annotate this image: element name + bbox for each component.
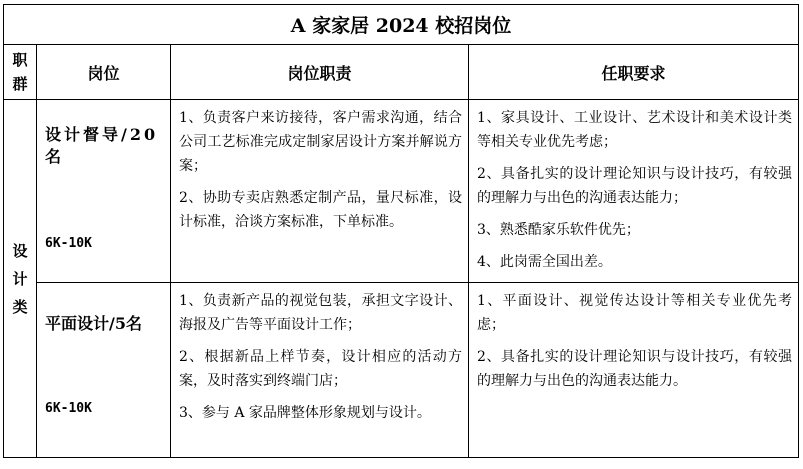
duty-item: 1、负责客户来访接待，客户需求沟通，结合公司工艺标准完成定制家居设计方案并解说方案； bbox=[179, 110, 462, 174]
group-name: 设计类 bbox=[12, 241, 28, 316]
position-salary: 6K-10K bbox=[45, 236, 92, 251]
header-row bbox=[4, 45, 799, 100]
position-name: 平面设计/5名 bbox=[45, 314, 142, 333]
requirements-cell bbox=[469, 100, 799, 283]
requirement-item: 1、家具设计、工业设计、艺术设计和美术设计类等相关专业优先考虑； bbox=[477, 110, 793, 150]
table-title: A 家家居 2024 校招岗位 bbox=[4, 5, 799, 45]
duties-cell bbox=[171, 283, 469, 458]
position-cell bbox=[37, 283, 171, 458]
header-group-label: 职群 bbox=[12, 51, 28, 93]
requirement-item: 2、具备扎实的设计理论知识与设计技巧，有较强的理解力与出色的沟通表达能力； bbox=[477, 166, 793, 206]
duties-cell bbox=[171, 100, 469, 283]
header-position: 岗位 bbox=[37, 45, 171, 100]
job-table-document bbox=[3, 4, 798, 464]
duty-item: 3、参与 A 家品牌整体形象规划与设计。 bbox=[179, 405, 431, 421]
header-requirements: 任职要求 bbox=[469, 45, 799, 100]
header-duties: 岗位职责 bbox=[171, 45, 469, 100]
title-row bbox=[4, 5, 799, 45]
header-group bbox=[4, 45, 37, 100]
position-name: 设计督导/20 名 bbox=[45, 125, 159, 166]
group-cell bbox=[4, 100, 37, 458]
position-salary: 6K-10K bbox=[45, 401, 92, 416]
position-cell bbox=[37, 100, 171, 283]
duty-item: 1、负责新产品的视觉包装，承担文字设计、海报及广告等平面设计工作； bbox=[179, 293, 462, 333]
requirement-item: 1、平面设计、视觉传达设计等相关专业优先考虑； bbox=[477, 293, 793, 333]
duty-item: 2、协助专卖店熟悉定制产品，量尺标准，设计标准，洽谈方案标准，下单标准。 bbox=[179, 190, 462, 230]
requirement-item: 2、具备扎实的设计理论知识与设计技巧，有较强的理解力与出色的沟通表达能力。 bbox=[477, 349, 793, 389]
requirements-cell bbox=[469, 283, 799, 458]
table-row bbox=[4, 100, 799, 283]
duty-item: 2、根据新品上样节奏，设计相应的活动方案，及时落实到终端门店； bbox=[179, 349, 462, 389]
table-row bbox=[4, 283, 799, 458]
requirement-item: 4、此岗需全国出差。 bbox=[477, 254, 612, 270]
job-table bbox=[3, 4, 799, 458]
requirement-item: 3、熟悉酷家乐软件优先； bbox=[477, 222, 640, 238]
